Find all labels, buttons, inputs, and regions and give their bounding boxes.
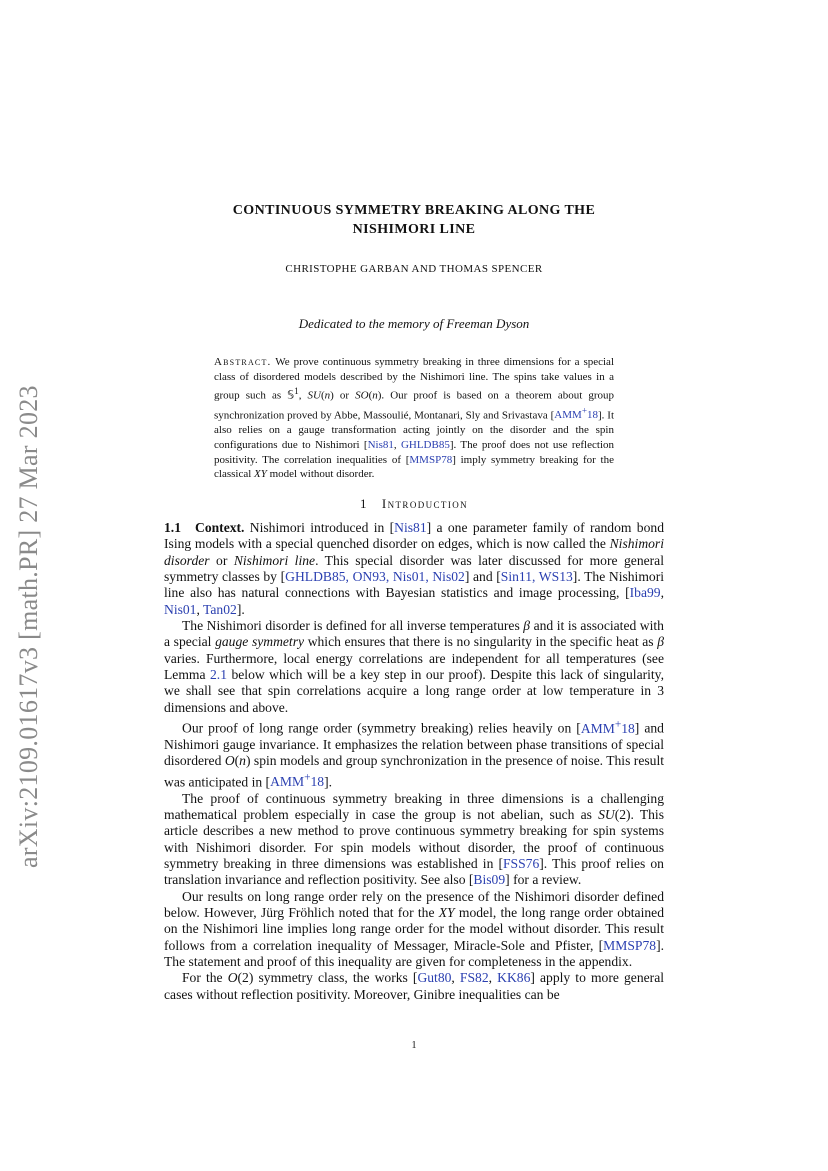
citation-link[interactable]: Sin11, WS13	[500, 569, 573, 585]
title-line-2: NISHIMORI LINE	[352, 222, 476, 237]
citation-link[interactable]: Gut80	[417, 970, 452, 986]
citation-link[interactable]: Iba99	[629, 585, 661, 601]
citation-link[interactable]: Tan02	[203, 601, 237, 617]
citation-link[interactable]: FSS76	[503, 855, 540, 871]
title-line-1: CONTINUOUS SYMMETRY BREAKING ALONG THE	[232, 203, 596, 218]
citation-link[interactable]: FS82	[459, 970, 489, 986]
citation-link[interactable]: Nis81	[367, 438, 394, 451]
abstract-heading: Abstract.	[214, 356, 272, 368]
citation-link[interactable]: Nis01	[164, 601, 197, 617]
citation-link[interactable]: AMM+18	[554, 405, 598, 422]
math-symbol: SU	[307, 390, 321, 403]
paragraph: For the O(2) symmetry class, the works [Gut80, FS82, KK86] apply to more general cases without reflection positivity. Moreover, Ginibre inequalities can be	[164, 970, 665, 1002]
abstract-text: ,	[393, 438, 401, 451]
section-title: Introduction	[381, 496, 469, 511]
paragraph: The Nishimori disorder is defined for all inverse temperatures β and it is associated with a special gauge symmetry which ensures that there is no singularity in the specific heat as β varies. Furthermore, local energy correlations are independent for all temperatures (see Lemma 2.1 below which will be a key step in our proof). Despite this lack of singularity, we shall see that spin correlations acquire a long range order at low temperature in 3 dimensions and above.	[164, 618, 664, 715]
paragraph: 1.1 Context. Nishimori introduced in [Nis81] a one parameter family of random bond Ising models with a special quenched disorder on edges, which is now called the Nishimori disorder or Nishimori line. This special disorder was later discussed for more general symmetry classes by [GHLDB85, ON93, Nis01, Nis02] and [Sin11, WS13]. The Nishimori line also has natural connections with Bayesian statistics and image processing, [Iba99, Nis01, Tan02].	[164, 520, 665, 617]
subsection-title: Context.	[195, 520, 245, 535]
abstract-text: ] imply symmetry breaking for the classical	[214, 453, 614, 481]
citation-link[interactable]: KK86	[497, 970, 531, 986]
math-symbol: SO	[355, 390, 369, 403]
abstract-text: We prove continuous symmetry breaking in three dimensions for a special class of disordered models described by the Nishimori line. The spins take values in a group such as 𝕊	[214, 356, 614, 403]
citation-link[interactable]: GHLDB85	[400, 438, 450, 451]
citation-link[interactable]: MMSP78	[603, 937, 657, 953]
abstract-text: ]. The proof does not use reflection positivity. The correlation inequalities of [	[214, 438, 614, 466]
subsection-heading	[164, 520, 244, 535]
math-symbol: n	[372, 390, 378, 403]
subsection-number: 1.1	[164, 520, 181, 535]
page-number: 1	[411, 1040, 417, 1051]
citation-link[interactable]: MMSP78	[409, 453, 453, 466]
paragraph: The proof of continuous symmetry breaking in three dimensions is a challenging mathematical problem especially in case the group is not abelian, such as SU(2). This article describes a new method to prove continuous symmetry breaking for spin systems with Nishimori disorder. For spin models without disorder, the proof of continuous symmetry breaking in three dimensions was established in [FSS76]. This proof relies on translation invariance and reflection positivity. See also [Bis09] for a review.	[164, 790, 664, 888]
abstract-text: ]. It also relies on a gauge transformation acting jointly on the disorder and the spin configurations due to Nishimori [	[214, 409, 614, 451]
arxiv-identifier: arXiv:2109.01617v3 [math.PR] 27 Mar 2023	[14, 385, 43, 868]
citation-link[interactable]: AMM+18	[270, 771, 325, 790]
math-symbol: n	[324, 390, 331, 403]
abstract-superscript: 1	[294, 386, 299, 397]
abstract	[214, 355, 614, 482]
paper-title	[164, 201, 664, 239]
citation-link[interactable]: GHLDB85, ON93, Nis01, Nis02	[285, 569, 465, 585]
authors: CHRISTOPHE GARBAN AND THOMAS SPENCER	[285, 263, 543, 275]
abstract-text: (	[320, 390, 325, 403]
abstract-text: model without disorder.	[266, 468, 375, 481]
abstract-paragraph	[214, 355, 614, 482]
abstract-text: ). Our proof is based on a theorem about group synchronization proved by Abbe, Massoulié, Montanari, Sly and Srivastava [	[214, 390, 614, 422]
abstract-text: (	[368, 390, 373, 403]
dedication: Dedicated to the memory of Freeman Dyson	[298, 316, 530, 331]
abstract-text: ) or	[330, 390, 356, 403]
paragraph: Our results on long range order rely on the presence of the Nishimori disorder defined below. However, Jürg Fröhlich noted that for the XY model, the long range order obtained on the Nishimori line implies long range order for the model without disorder. This result follows from a correlation inequality of Messager, Miracle-Sole and Pfister, [MMSP78]. The statement and proof of this inequality are given for completeness in the appendix.	[164, 888, 664, 969]
section-heading	[164, 496, 664, 512]
paragraph: Our proof of long range order (symmetry breaking) relies heavily on [AMM+18] and Nishimori gauge invariance. It emphasizes the relation between phase transitions of special disordered O(n) spin models and group synchronization in the presence of noise. This result was anticipated in [AMM+18].	[164, 718, 664, 790]
math-symbol: XY	[254, 468, 267, 481]
citation-link[interactable]: Bis09	[473, 872, 506, 888]
abstract-text: ,	[298, 390, 308, 403]
body-text	[164, 520, 664, 1003]
section-number: 1	[359, 496, 368, 511]
lemma-link[interactable]: 2.1	[210, 667, 227, 683]
citation-link[interactable]: Nis81	[394, 520, 427, 535]
citation-link[interactable]: AMM+18	[580, 718, 635, 736]
